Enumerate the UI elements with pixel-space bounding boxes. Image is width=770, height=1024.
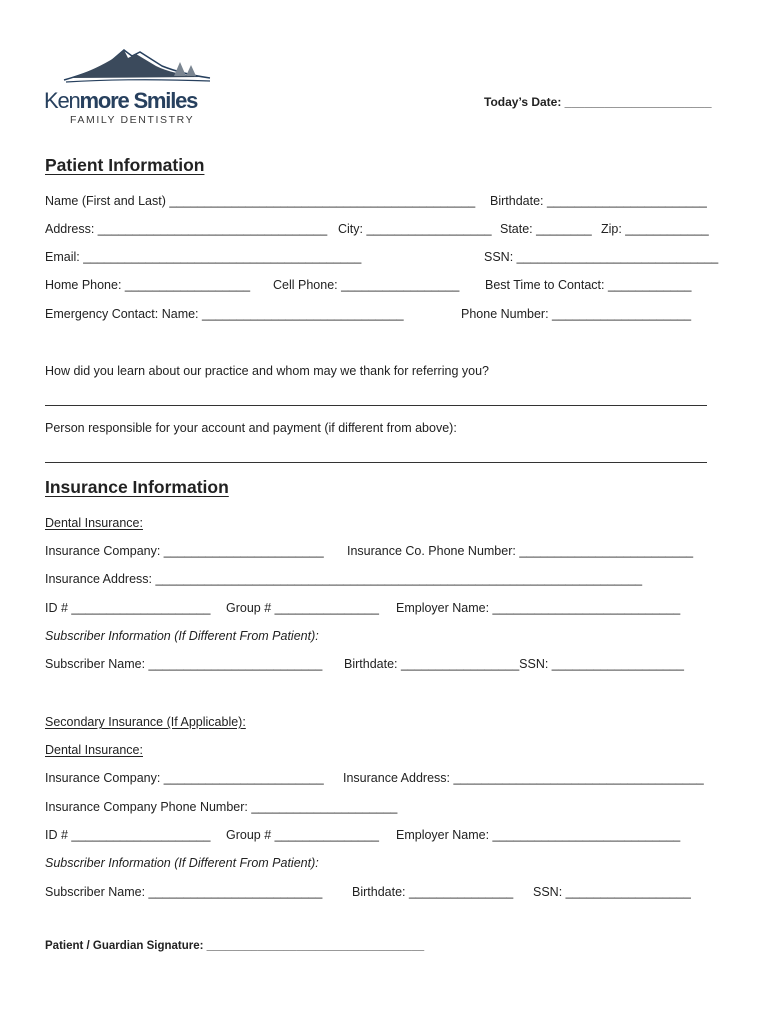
mountain-logo-icon [62, 44, 212, 84]
employer-name-field[interactable]: Employer Name: ___________________________ [396, 601, 681, 615]
cell-phone-field[interactable]: Cell Phone: _________________ [273, 278, 460, 292]
guardian-signature-field[interactable]: Patient / Guardian Signature: __________________________________ [45, 940, 425, 952]
name-field[interactable]: Name (First and Last) ____________________________________________ [45, 194, 476, 208]
secondary-subscriber-birthdate-field[interactable]: Birthdate: _______________ [352, 885, 514, 899]
practice-name: Kenmore Smiles [44, 88, 198, 113]
city-field[interactable]: City: __________________ [338, 222, 492, 236]
todays-date-field[interactable]: Today’s Date: ______________________ [484, 95, 712, 109]
insurance-id-field[interactable]: ID # ____________________ [45, 601, 211, 615]
emergency-contact-field[interactable]: Emergency Contact: Name: _____________________________ [45, 307, 404, 321]
zip-field[interactable]: Zip: ____________ [601, 222, 709, 236]
referral-question: How did you learn about our practice and whom may we thank for referring you? [45, 364, 489, 378]
dental-insurance-label: Dental Insurance: [45, 516, 143, 530]
secondary-dental-insurance-label: Dental Insurance: [45, 743, 143, 757]
state-field[interactable]: State: ________ [500, 222, 592, 236]
address-field[interactable]: Address: _________________________________ [45, 222, 328, 236]
email-field[interactable]: Email: ________________________________________ [45, 250, 362, 264]
secondary-insurance-phone-field[interactable]: Insurance Company Phone Number: _____________________ [45, 800, 398, 814]
secondary-id-field[interactable]: ID # ____________________ [45, 828, 211, 842]
secondary-group-field[interactable]: Group # _______________ [226, 828, 379, 842]
insurance-company-field[interactable]: Insurance Company: _______________________ [45, 544, 324, 558]
secondary-subscriber-info-label: Subscriber Information (If Different From Patient): [45, 856, 319, 870]
ssn-field[interactable]: SSN: _____________________________ [484, 250, 719, 264]
responsible-party-answer-line[interactable] [45, 462, 707, 463]
insurance-phone-field[interactable]: Insurance Co. Phone Number: _________________________ [347, 544, 694, 558]
home-phone-field[interactable]: Home Phone: __________________ [45, 278, 251, 292]
subscriber-birthdate-ssn-field[interactable]: Birthdate: _________________SSN: ___________________ [344, 657, 684, 671]
birthdate-field[interactable]: Birthdate: _______________________ [490, 194, 707, 208]
patient-info-heading: Patient Information [45, 155, 205, 175]
secondary-subscriber-name-field[interactable]: Subscriber Name: _________________________ [45, 885, 323, 899]
secondary-subscriber-ssn-field[interactable]: SSN: __________________ [533, 885, 691, 899]
insurance-address-field[interactable]: Insurance Address: ______________________________________________________________________ [45, 572, 643, 586]
secondary-insurance-label: Secondary Insurance (If Applicable): [45, 715, 246, 729]
secondary-insurance-company-field[interactable]: Insurance Company: _______________________ [45, 771, 324, 785]
responsible-party-question: Person responsible for your account and payment (if different from above): [45, 421, 457, 435]
practice-tagline: FAMILY DENTISTRY [70, 114, 195, 126]
insurance-info-heading: Insurance Information [45, 477, 229, 497]
secondary-insurance-address-field[interactable]: Insurance Address: ____________________________________ [343, 771, 704, 785]
group-number-field[interactable]: Group # _______________ [226, 601, 379, 615]
subscriber-name-field[interactable]: Subscriber Name: _________________________ [45, 657, 323, 671]
practice-logo [44, 44, 214, 128]
referral-answer-line[interactable] [45, 405, 707, 406]
secondary-employer-field[interactable]: Employer Name: ___________________________ [396, 828, 681, 842]
subscriber-info-label: Subscriber Information (If Different From Patient): [45, 629, 319, 643]
emergency-phone-field[interactable]: Phone Number: ____________________ [461, 307, 692, 321]
best-time-field[interactable]: Best Time to Contact: ____________ [485, 278, 692, 292]
